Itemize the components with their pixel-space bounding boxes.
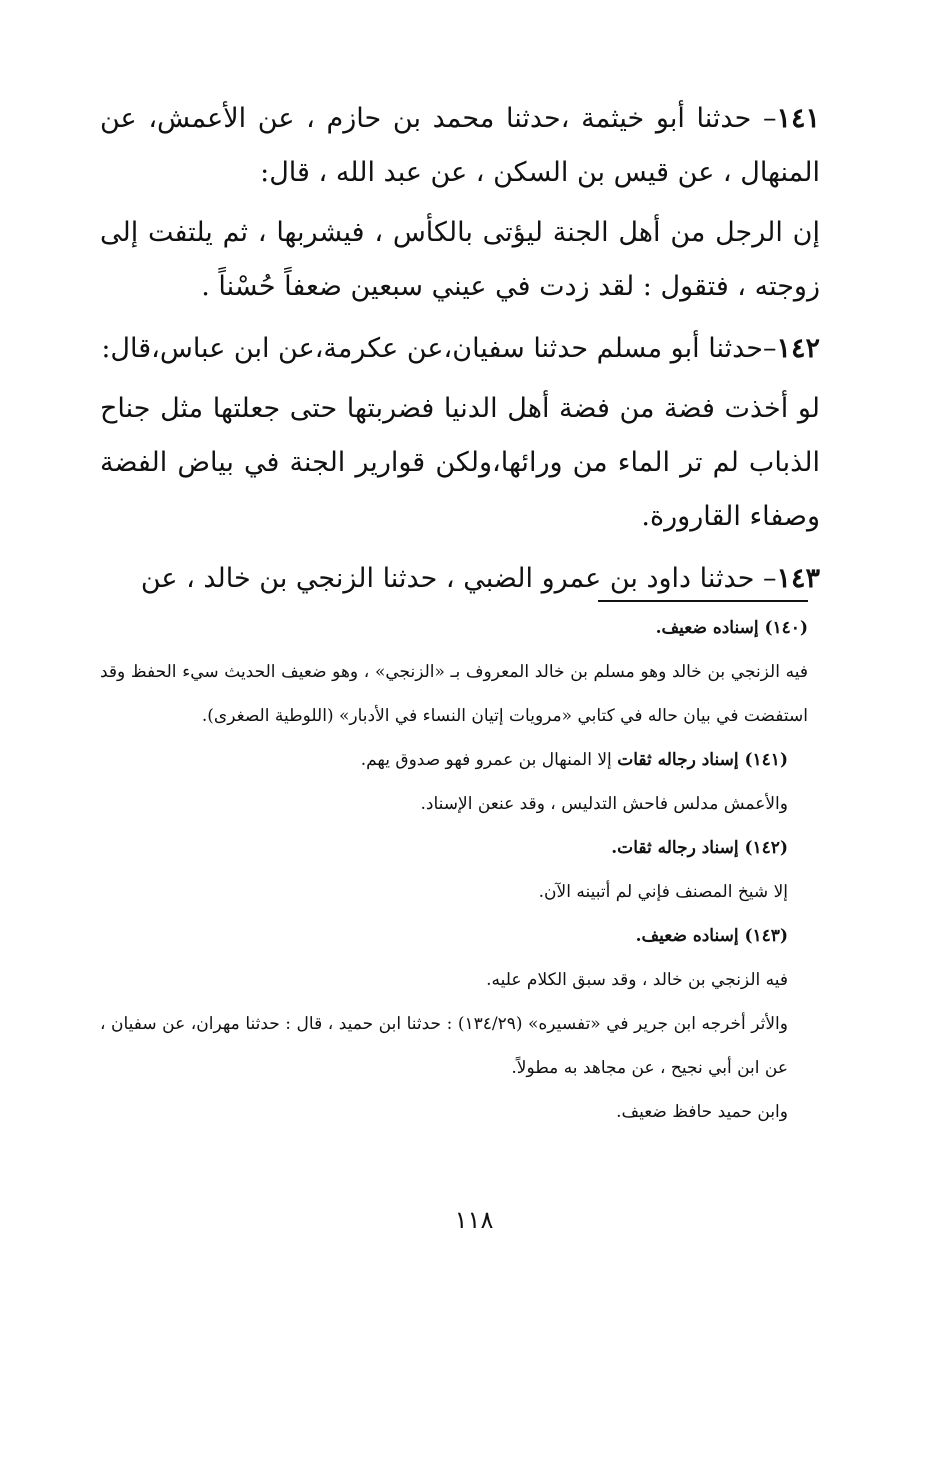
footnote-143-line4: وابن حميد حافظ ضعيف. xyxy=(616,1102,788,1122)
entry-141-isnad xyxy=(100,92,820,200)
entry-number: ١٤٣ xyxy=(776,563,820,594)
entry-142-isnad xyxy=(100,322,820,376)
page-number: ١١٨ xyxy=(454,1206,494,1234)
footnote-142-head: (١٤٢) إسناد رجاله ثقات. xyxy=(611,838,788,858)
entry-number: ١٤١ xyxy=(776,103,820,134)
footnote-143-line3: والأثر أخرجه ابن جرير في «تفسيره» (١٣٤/٢٩) : حدثنا ابن حميد ، قال : حدثنا مهران، عن سفيان ، عن ابن أبي نجيح ، عن مجاهد به مطولاً. xyxy=(100,1014,788,1078)
footnote-140-body: فيه الزنجي بن خالد وهو مسلم بن خالد المعروف بـ «الزنجي» ، وهو ضعيف الحديث سيء الحفظ وقد استفضت في بيان حاله في كتابي «مرويات إتيان النساء في الأدبار» (اللوطية الصغرى). xyxy=(100,662,808,726)
isnad-text: –حدثنا أبو مسلم حدثنا سفيان،عن عكرمة،عن ابن عباس،قال: xyxy=(101,333,777,364)
footnote-separator xyxy=(598,600,808,602)
footnote-141-line2: والأعمش مدلس فاحش التدليس ، وقد عنعن الإسناد. xyxy=(420,794,788,814)
footnote-141-head: (١٤١) إسناد رجاله ثقات xyxy=(617,750,788,770)
footnote-141-head-line xyxy=(100,738,808,782)
main-text xyxy=(100,92,820,612)
footnote-141-rest: إلا المنهال بن عمرو فهو صدوق يهم. xyxy=(360,750,618,770)
footnote-142-line2: إلا شيخ المصنف فإني لم أتبينه الآن. xyxy=(538,882,788,902)
footnote-143-line2: فيه الزنجي بن خالد ، وقد سبق الكلام عليه. xyxy=(486,970,788,990)
entry-number: ١٤٢ xyxy=(776,333,820,364)
isnad-text: – حدثنا داود بن عمرو الضبي ، حدثنا الزنجي بن خالد ، عن xyxy=(140,563,777,594)
footnote-140-head: (١٤٠) إسناده ضعيف. xyxy=(655,618,808,638)
footnotes xyxy=(100,606,808,1134)
entry-143-isnad xyxy=(100,552,820,606)
entry-141-text: إن الرجل من أهل الجنة ليؤتى بالكأس ، فيشربها ، ثم يلتفت إلى زوجته ، فتقول : لقد زدت في عيني سبعين ضعفاً حُسْناً . xyxy=(100,217,820,302)
entry-142-text: لو أخذت فضة من فضة أهل الدنيا فضربتها حتى جعلتها مثل جناح الذباب لم تر الماء من ورائها،ولكن قوارير الجنة في بياض الفضة وصفاء القارورة. xyxy=(100,393,820,532)
footnote-143-head: (١٤٣) إسناده ضعيف. xyxy=(635,926,788,946)
isnad-text: – حدثنا أبو خيثمة ،حدثنا محمد بن حازم ، عن الأعمش، عن المنهال ، عن قيس بن السكن ، عن عبد الله ، قال: xyxy=(100,103,820,188)
